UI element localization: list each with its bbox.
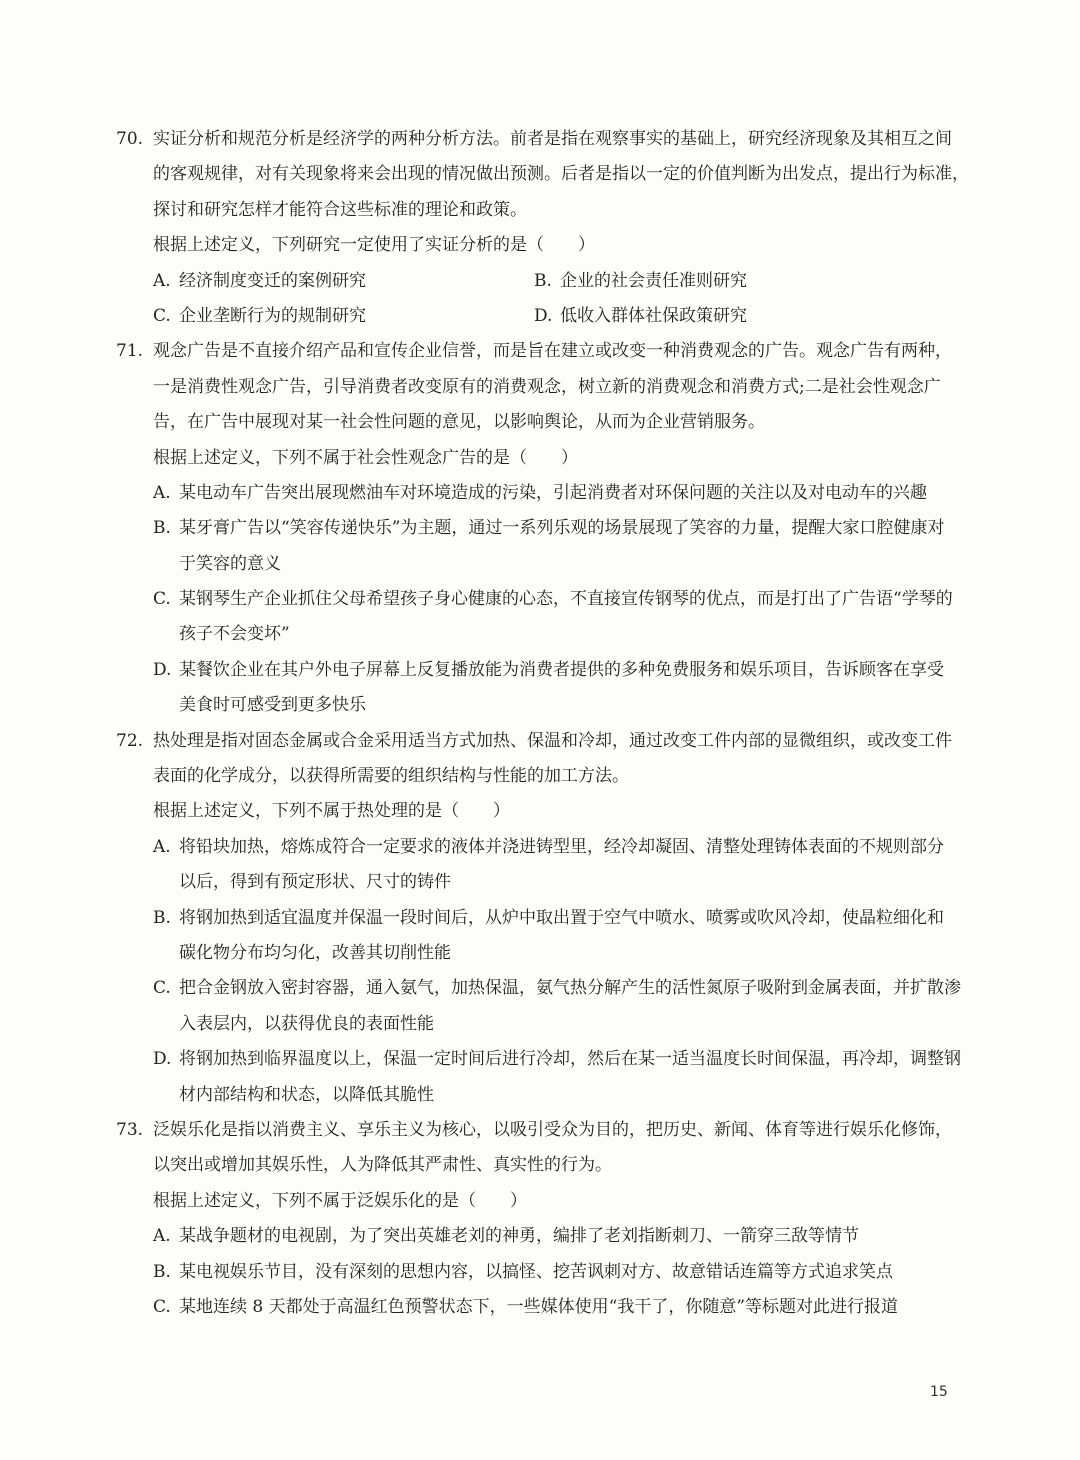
option-row (116, 264, 966, 299)
option-a: A. 某电动车广告突出展现燃油车对环境造成的污染，引起消费者对环保问题的关注以及对电动车的兴趣 (153, 482, 927, 503)
option-d: D. 低收入群体社保政策研究 (534, 305, 747, 326)
option-a: A. 将铅块加热，熔炼成符合一定要求的液体并浇进铸型里，经冷却凝固、清整处理铸体表面的不规则部分 (153, 836, 944, 857)
question-text-line: 73. 泛娱乐化是指以消费主义、享乐主义为核心，以吸引受众为目的，把历史、新闻、体育等进行娱乐化修饰， (116, 1113, 966, 1148)
question-text-line: 探讨和研究怎样才能符合这些标准的理论和政策。 (153, 199, 527, 220)
question-number: 71. (116, 341, 144, 362)
question-72 (116, 724, 966, 1113)
option-d: D. 某餐饮企业在其户外电子屏幕上反复播放能为消费者提供的多种免费服务和娱乐项目，告诉顾客在享受 (153, 659, 944, 680)
option-b: B. 将钢加热到适宜温度并保温一段时间后，从炉中取出置于空气中喷水、喷雾或吹风冷却，使晶粒细化和 (153, 907, 944, 928)
page-number: 15 (930, 1384, 948, 1400)
option-row (116, 299, 966, 334)
question-text-line: 的客观规律，对有关现象将来会出现的情况做出预测。后者是指以一定的价值判断为出发点，提出行为标准， (153, 164, 969, 185)
option-a: A. 某战争题材的电视剧，为了突出英雄老刘的神勇，编排了老刘指断刺刀、一箭穿三敌等情节 (153, 1226, 859, 1247)
question-text-line: 一是消费性观念广告，引导消费者改变原有的消费观念，树立新的消费观念和消费方式;二是社会性观念广 (153, 376, 941, 397)
option-b: B. 企业的社会责任准则研究 (534, 270, 747, 291)
question-70 (116, 122, 969, 334)
option-d: D. 将钢加热到临界温度以上，保温一定时间后进行冷却，然后在某一适当温度长时间保温，再冷却，调整钢 (153, 1049, 961, 1070)
option-d-continued: 材内部结构和状态，以降低其脆性 (179, 1084, 434, 1105)
option-c: C. 某钢琴生产企业抓住父母希望孩子身心健康的心态，不直接宣传钢琴的优点，而是打出了广告语“学琴的 (153, 589, 953, 610)
question-number: 72. (116, 730, 144, 751)
question-text-line: 71. 观念广告是不直接介绍产品和宣传企业信誉，而是旨在建立或改变一种消费观念的广告。观念广告有两种， (116, 334, 966, 369)
question-text-line: 70. 实证分析和规范分析是经济学的两种分析方法。前者是指在观察事实的基础上，研究经济现象及其相互之间 (116, 122, 966, 157)
option-b-continued: 于笑容的意义 (179, 553, 281, 574)
question-71 (116, 334, 966, 723)
option-c: C. 某地连续 8 天都处于高温红色预警状态下，一些媒体使用“我干了，你随意”等标题对此进行报道 (153, 1296, 899, 1317)
option-c: C. 把合金钢放入密封容器，通入氨气，加热保温，氨气热分解产生的活性氮原子吸附到金属表面，并扩散渗 (153, 978, 961, 999)
option-b-continued: 碳化物分布均匀化，改善其切削性能 (179, 942, 451, 963)
option-d-continued: 美食时可感受到更多快乐 (179, 695, 366, 716)
question-73 (116, 1113, 966, 1325)
question-text-line: 表面的化学成分，以获得所需要的组织结构与性能的加工方法。 (153, 766, 629, 787)
question-prompt: 根据上述定义，下列不属于社会性观念广告的是（ ） (153, 447, 578, 468)
question-number: 70. (116, 129, 144, 149)
question-prompt: 根据上述定义，下列不属于热处理的是（ ） (153, 801, 510, 822)
question-text-line: 告，在广告中展现对某一社会性问题的意见，以影响舆论，从而为企业营销服务。 (153, 412, 765, 433)
option-b: B. 某电视娱乐节目，没有深刻的思想内容，以搞怪、挖苦讽刺对方、故意错话连篇等方式追求笑点 (153, 1261, 893, 1282)
option-b: B. 某牙膏广告以“笑容传递快乐”为主题，通过一系列乐观的场景展现了笑容的力量，提醒大家口腔健康对 (153, 518, 945, 539)
question-prompt: 根据上述定义，下列研究一定使用了实证分析的是（ ） (153, 235, 595, 256)
option-c-continued: 入表层内，以获得优良的表面性能 (179, 1013, 434, 1034)
option-c-continued: 孩子不会变坏” (179, 624, 290, 645)
question-number: 73. (116, 1119, 144, 1140)
option-c: C. 企业垄断行为的规制研究 (153, 305, 366, 326)
option-a-continued: 以后，得到有预定形状、尺寸的铸件 (179, 872, 451, 893)
question-list (116, 122, 969, 1325)
question-text-line: 以突出或增加其娱乐性，人为降低其严肃性、真实性的行为。 (153, 1155, 612, 1176)
option-a: A. 经济制度变迁的案例研究 (153, 270, 366, 291)
question-text-line: 72. 热处理是指对固态金属或合金采用适当方式加热、保温和冷却，通过改变工件内部的显微组织，或改变工件 (116, 724, 966, 759)
question-prompt: 根据上述定义，下列不属于泛娱乐化的是（ ） (153, 1190, 527, 1211)
